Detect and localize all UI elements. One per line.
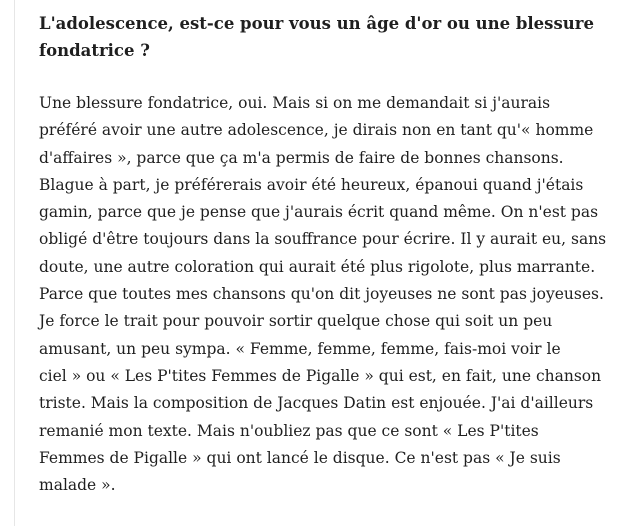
left-divider xyxy=(14,0,15,526)
answer-line: Blague à part, je préférerais avoir été heureux, épanoui quand j'étais xyxy=(39,175,584,194)
answer-line: préféré avoir une autre adolescence, je dirais non en tant qu'« homme xyxy=(39,121,594,140)
answer-line: Parce que toutes mes chansons qu'on dit joyeuses ne sont pas joyeuses. xyxy=(39,285,604,304)
answer-line: malade ». xyxy=(39,476,116,495)
answer-line: triste. Mais la composition de Jacques Datin est enjouée. J'ai d'ailleurs xyxy=(39,394,594,413)
interview-answer xyxy=(39,90,619,499)
answer-line: Femmes de Pigalle » qui ont lancé le disque. Ce n'est pas « Je suis xyxy=(39,448,561,467)
interview-question xyxy=(39,10,594,64)
answer-line: doute, une autre coloration qui aurait été plus rigolote, plus marrante. xyxy=(39,257,596,276)
question-line: L'adolescence, est-ce pour vous un âge d'or ou une blessure xyxy=(39,14,594,33)
question-line: fondatrice ? xyxy=(39,41,150,60)
answer-line: gamin, parce que je pense que j'aurais écrit quand même. On n'est pas xyxy=(39,203,599,222)
answer-line: remanié mon texte. Mais n'oubliez pas que ce sont « Les P'tites xyxy=(39,421,539,440)
answer-line: amusant, un peu sympa. « Femme, femme, femme, fais-moi voir le xyxy=(39,339,561,358)
answer-line: d'affaires », parce que ça m'a permis de faire de bonnes chansons. xyxy=(39,148,564,167)
answer-line: obligé d'être toujours dans la souffrance pour écrire. Il y aurait eu, sans xyxy=(39,230,607,249)
answer-line: Je force le trait pour pouvoir sortir quelque chose qui soit un peu xyxy=(39,312,553,331)
answer-line: Une blessure fondatrice, oui. Mais si on me demandait si j'aurais xyxy=(39,94,551,112)
answer-line: ciel » ou « Les P'tites Femmes de Pigalle » qui est, en fait, une chanson xyxy=(39,366,602,385)
